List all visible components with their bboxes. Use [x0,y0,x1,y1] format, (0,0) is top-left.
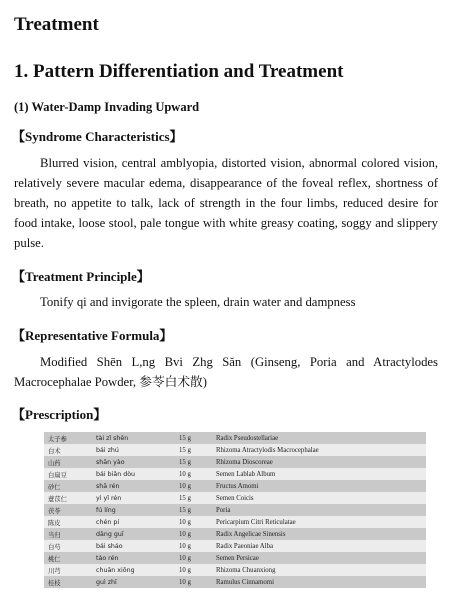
herb-latin-name: Pericarpium Citri Reticulatae [212,516,426,528]
page-title: Treatment [14,14,99,35]
formula-text: Modified Shēn L,ng Bvi Zhg Săn (Ginseng, Poria and Atractylodes Macrocephalae Powder, 参苓白术散) [14,355,438,389]
table-row [44,504,426,516]
herb-latin-name: Poria [212,504,426,516]
herb-chinese-name: 桂枝 [44,576,92,588]
prescription-table-body [44,432,426,588]
herb-chinese-name: 当归 [44,528,92,540]
herb-dosage: 10 g [175,540,212,552]
herb-pinyin: shān yào [92,456,175,468]
herb-pinyin: dāng guī [92,528,175,540]
section-heading: 1. Pattern Differentiation and Treatment [14,61,344,82]
herb-dosage: 15 g [175,456,212,468]
herb-pinyin: fú líng [92,504,175,516]
herb-pinyin: shā rén [92,480,175,492]
herb-pinyin: bái biǎn dòu [92,468,175,480]
herb-dosage: 10 g [175,552,212,564]
herb-chinese-name: 川芎 [44,564,92,576]
herb-dosage: 15 g [175,504,212,516]
herb-dosage: 15 g [175,444,212,456]
formula-label: 【Representative Formula】 [12,328,173,343]
herb-dosage: 10 g [175,564,212,576]
herb-pinyin: tài zǐ shēn [92,432,175,444]
herb-chinese-name: 茯苓 [44,504,92,516]
herb-chinese-name: 太子参 [44,432,92,444]
herb-chinese-name: 陈皮 [44,516,92,528]
herb-chinese-name: 山药 [44,456,92,468]
herb-latin-name: Ramulus Cinnamomi [212,576,426,588]
herb-latin-name: Rhizoma Dioscoreae [212,456,426,468]
herb-dosage: 10 g [175,468,212,480]
table-row [44,492,426,504]
herb-dosage: 10 g [175,480,212,492]
herb-latin-name: Radix Paeoniae Alba [212,540,426,552]
principle-label: 【Treatment Principle】 [12,269,150,284]
subsection-heading: (1) Water-Damp Invading Upward [14,100,200,114]
herb-latin-name: Semen Coicis [212,492,426,504]
herb-chinese-name: 白芍 [44,540,92,552]
herb-chinese-name: 白术 [44,444,92,456]
herb-latin-name: Semen Lablab Album [212,468,426,480]
herb-latin-name: Fructus Amomi [212,480,426,492]
herb-pinyin: bái sháo [92,540,175,552]
herb-latin-name: Rhizoma Chuanxiong [212,564,426,576]
herb-dosage: 10 g [175,528,212,540]
herb-latin-name: Radix Angelicae Sinensis [212,528,426,540]
herb-chinese-name: 白扁豆 [44,468,92,480]
herb-pinyin: bái zhú [92,444,175,456]
table-row [44,432,426,444]
herb-chinese-name: 薏苡仁 [44,492,92,504]
table-row [44,564,426,576]
table-row [44,528,426,540]
table-row [44,552,426,564]
herb-dosage: 10 g [175,576,212,588]
herb-pinyin: yì yǐ rén [92,492,175,504]
herb-chinese-name: 砂仁 [44,480,92,492]
prescription-label: 【Prescription】 [12,407,107,422]
table-row [44,576,426,588]
syndrome-label: 【Syndrome Characteristics】 [12,129,183,144]
table-row [44,480,426,492]
herb-pinyin: chuān xiōng [92,564,175,576]
syndrome-text: Blurred vision, central amblyopia, distorted vision, abnormal colored vision, relatively severe macular edema, disappearance of the foveal reflex, shortness of breath, no appetite to talk, lack of strength in the four limbs, reduced desire for food intake, loose stool, pale tongue with white greasy coating, soggy and slippery pulse. [14,156,438,250]
herb-chinese-name: 桃仁 [44,552,92,564]
herb-dosage: 15 g [175,492,212,504]
table-row [44,468,426,480]
herb-latin-name: Semen Persicae [212,552,426,564]
herb-pinyin: táo rén [92,552,175,564]
herb-latin-name: Radix Pseudostellariae [212,432,426,444]
prescription-table [44,432,426,588]
herb-pinyin: guì zhī [92,576,175,588]
table-row [44,456,426,468]
herb-dosage: 10 g [175,516,212,528]
table-row [44,540,426,552]
herb-dosage: 15 g [175,432,212,444]
table-row [44,516,426,528]
herb-latin-name: Rhizoma Atractylodis Macrocephalae [212,444,426,456]
table-row [44,444,426,456]
principle-text: Tonify qi and invigorate the spleen, drain water and dampness [40,295,356,309]
herb-pinyin: chén pí [92,516,175,528]
